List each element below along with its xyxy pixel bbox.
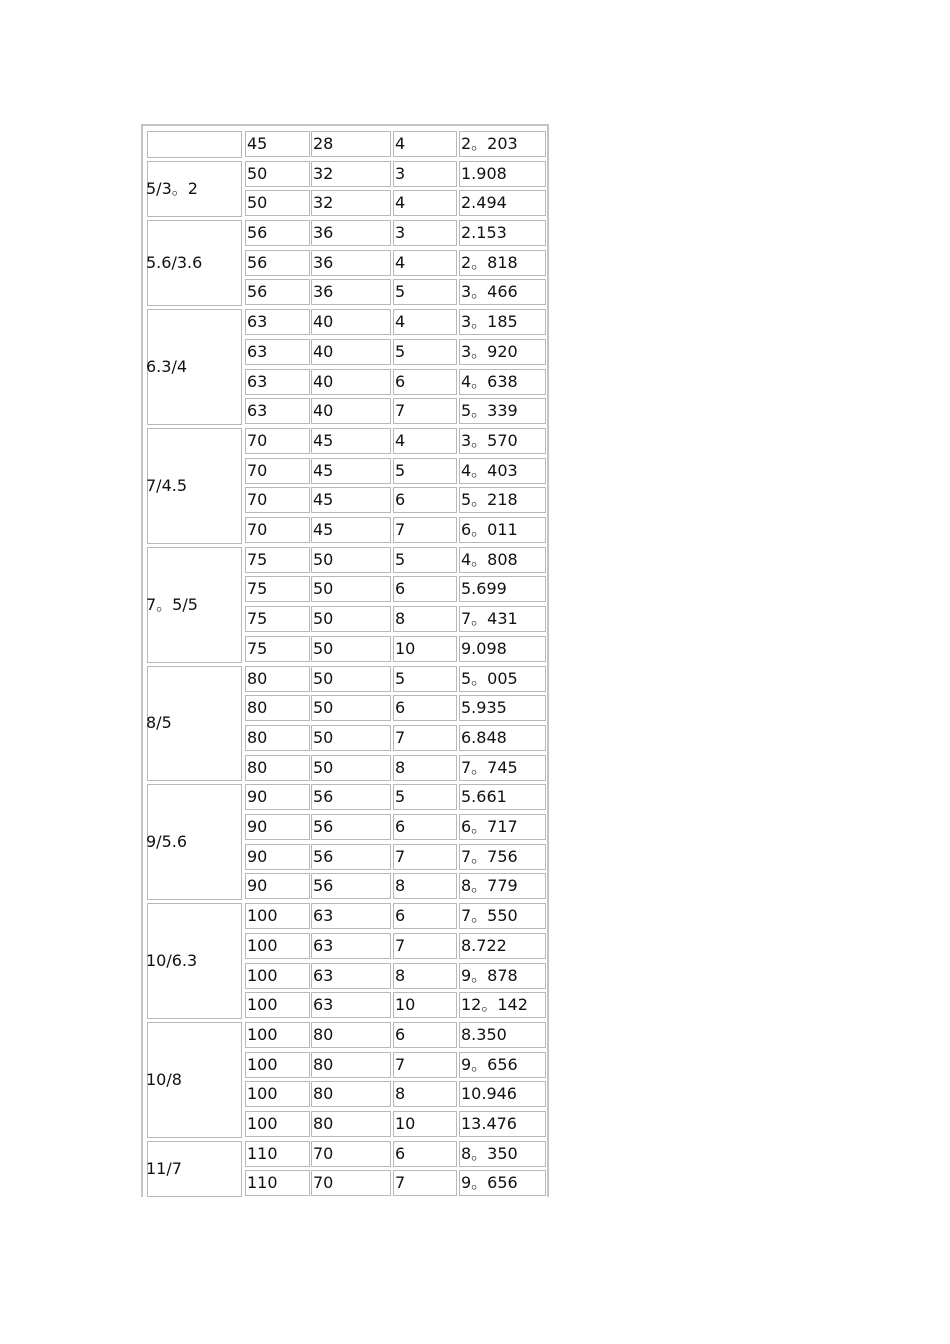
table-cell: 3。185: [459, 309, 546, 335]
table-cell: 8: [393, 963, 457, 989]
table-cell: 50: [311, 636, 391, 662]
table-cell: 70: [311, 1141, 391, 1167]
table-cell: 50: [311, 695, 391, 721]
row-group: [143, 782, 547, 901]
table-row: [245, 426, 547, 456]
table-cell: 4: [393, 131, 457, 157]
table-cell: 12。142: [459, 992, 546, 1018]
table-cell: 4: [393, 428, 457, 454]
table-cell: 100: [245, 1111, 310, 1137]
table-row: [245, 1109, 547, 1139]
table-row: [245, 129, 547, 159]
table-cell: 9。878: [459, 963, 546, 989]
row-group: [143, 129, 547, 159]
group-label: 10/6.3: [146, 951, 198, 971]
table-cell: 8.350: [459, 1022, 546, 1048]
table-cell: 63: [245, 339, 310, 365]
row-group: [143, 545, 547, 664]
table-row: [245, 456, 547, 486]
table-cell: 7: [393, 725, 457, 751]
table-row: [245, 159, 547, 189]
table-cell: 7: [393, 933, 457, 959]
table-row: [245, 337, 547, 367]
group-label-cell: [147, 903, 242, 1019]
table-cell: 100: [245, 933, 310, 959]
group-label-cell: [147, 547, 242, 663]
table-cell: 6: [393, 814, 457, 840]
table-cell: 56: [245, 220, 310, 246]
group-label-cell: [147, 428, 242, 544]
table-cell: 75: [245, 576, 310, 602]
table-cell: 8: [393, 873, 457, 899]
table-cell: 7: [393, 844, 457, 870]
table-cell: 56: [245, 250, 310, 276]
group-label: 5.6/3.6: [146, 253, 203, 273]
table-cell: 28: [311, 131, 391, 157]
table-cell: 6: [393, 369, 457, 395]
table-cell: 45: [311, 487, 391, 513]
table-row: [245, 367, 547, 397]
table-cell: 4: [393, 250, 457, 276]
group-label: 10/8: [146, 1069, 182, 1089]
table-row: [245, 990, 547, 1020]
table-cell: 70: [245, 458, 310, 484]
table-cell: 5。005: [459, 666, 546, 692]
group-label: 7。5/5: [146, 594, 198, 614]
table-cell: 2。203: [459, 131, 546, 157]
table-row: [245, 693, 547, 723]
table-cell: 7: [393, 398, 457, 424]
table-cell: 40: [311, 309, 391, 335]
table-cell: 50: [245, 190, 310, 216]
table-cell: 6: [393, 903, 457, 929]
table-cell: 7。431: [459, 606, 546, 632]
table-cell: 56: [311, 784, 391, 810]
table-cell: 45: [311, 517, 391, 543]
table-row: [245, 931, 547, 961]
table-row: [245, 664, 547, 694]
table-cell: 50: [311, 725, 391, 751]
table-cell: 5: [393, 339, 457, 365]
table-cell: 9.098: [459, 636, 546, 662]
table-cell: 6: [393, 695, 457, 721]
table-cell: 6。717: [459, 814, 546, 840]
table-cell: 4。808: [459, 547, 546, 573]
table-cell: 5: [393, 279, 457, 305]
group-label-cell: [147, 309, 242, 425]
table-row: [245, 961, 547, 991]
table-cell: 8。779: [459, 873, 546, 899]
table-cell: 6。011: [459, 517, 546, 543]
table-cell: 3: [393, 161, 457, 187]
group-label: 5/3。2: [146, 178, 198, 198]
table-row: [245, 1079, 547, 1109]
row-group: [143, 1139, 547, 1198]
table-row: [245, 1050, 547, 1080]
table-cell: 80: [311, 1081, 391, 1107]
group-label-cell: [147, 1141, 242, 1197]
table-cell: 40: [311, 398, 391, 424]
table-row: [245, 753, 547, 783]
table-cell: 3: [393, 220, 457, 246]
table-cell: 3。920: [459, 339, 546, 365]
table-cell: 90: [245, 873, 310, 899]
table-cell: 2。818: [459, 250, 546, 276]
table-cell: 8。350: [459, 1141, 546, 1167]
table-cell: 5。339: [459, 398, 546, 424]
table-cell: 63: [245, 369, 310, 395]
table-cell: 90: [245, 844, 310, 870]
table-cell: 40: [311, 369, 391, 395]
table-row: [245, 396, 547, 426]
table-cell: 75: [245, 636, 310, 662]
row-group: [143, 307, 547, 426]
table-cell: 6.848: [459, 725, 546, 751]
table-cell: 56: [311, 873, 391, 899]
table-cell: 80: [245, 666, 310, 692]
table-cell: 63: [311, 992, 391, 1018]
table-cell: 32: [311, 190, 391, 216]
table-cell: 50: [311, 755, 391, 781]
table-row: [245, 574, 547, 604]
table-row: [245, 277, 547, 307]
table-cell: 10: [393, 1111, 457, 1137]
row-group: [143, 426, 547, 545]
table-cell: 80: [245, 695, 310, 721]
table-cell: 6: [393, 1141, 457, 1167]
table-cell: 56: [311, 814, 391, 840]
table-cell: 63: [311, 903, 391, 929]
table-cell: 50: [311, 576, 391, 602]
row-group: [143, 664, 547, 783]
table-cell: 5: [393, 784, 457, 810]
table-cell: 1.908: [459, 161, 546, 187]
table-cell: 10: [393, 992, 457, 1018]
table-cell: 32: [311, 161, 391, 187]
table-row: [245, 604, 547, 634]
table-cell: 80: [245, 725, 310, 751]
table-cell: 4。638: [459, 369, 546, 395]
table-cell: 7。756: [459, 844, 546, 870]
group-label-cell: [147, 666, 242, 782]
table-cell: 3。570: [459, 428, 546, 454]
table-cell: 4。403: [459, 458, 546, 484]
table-row: [245, 307, 547, 337]
table-cell: 70: [245, 487, 310, 513]
table-row: [245, 1020, 547, 1050]
table-cell: 45: [245, 131, 310, 157]
table-cell: 4: [393, 190, 457, 216]
table-row: [245, 218, 547, 248]
table-cell: 100: [245, 963, 310, 989]
table-cell: 70: [245, 517, 310, 543]
table-cell: 80: [311, 1052, 391, 1078]
group-label-cell: [147, 161, 242, 217]
table-cell: 70: [245, 428, 310, 454]
table-cell: 5: [393, 666, 457, 692]
table-cell: 75: [245, 606, 310, 632]
table-cell: 13.476: [459, 1111, 546, 1137]
group-label: 6.3/4: [146, 357, 188, 377]
table-cell: 10.946: [459, 1081, 546, 1107]
table-cell: 4: [393, 309, 457, 335]
table-row: [245, 1168, 547, 1198]
table-cell: 45: [311, 428, 391, 454]
table-cell: 100: [245, 1052, 310, 1078]
table-cell: 100: [245, 903, 310, 929]
table-cell: 9。656: [459, 1052, 546, 1078]
table-cell: 100: [245, 1081, 310, 1107]
row-group: [143, 159, 547, 218]
group-label-cell: [147, 220, 242, 306]
table-cell: 50: [311, 666, 391, 692]
table-cell: 7: [393, 1052, 457, 1078]
table-cell: 56: [311, 844, 391, 870]
table-cell: 100: [245, 992, 310, 1018]
group-label-cell: [147, 131, 242, 158]
table-cell: 63: [245, 398, 310, 424]
table-cell: 6: [393, 487, 457, 513]
table-cell: 5.661: [459, 784, 546, 810]
table-cell: 7: [393, 517, 457, 543]
table-cell: 80: [245, 755, 310, 781]
table-cell: 63: [311, 933, 391, 959]
table-cell: 8.722: [459, 933, 546, 959]
table-cell: 90: [245, 784, 310, 810]
table-cell: 40: [311, 339, 391, 365]
table-cell: 110: [245, 1141, 310, 1167]
table-cell: 36: [311, 250, 391, 276]
table-row: [245, 634, 547, 664]
table-cell: 3。466: [459, 279, 546, 305]
table-row: [245, 782, 547, 812]
group-label: 9/5.6: [146, 832, 188, 852]
row-group: [143, 218, 547, 307]
group-label: 8/5: [146, 713, 172, 733]
table-row: [245, 723, 547, 753]
table-row: [245, 842, 547, 872]
group-label-cell: [147, 1022, 242, 1138]
table-cell: 63: [245, 309, 310, 335]
table-cell: 80: [311, 1111, 391, 1137]
table-cell: 75: [245, 547, 310, 573]
table-cell: 7。550: [459, 903, 546, 929]
table-cell: 5: [393, 547, 457, 573]
table-row: [245, 901, 547, 931]
table-cell: 8: [393, 606, 457, 632]
table-cell: 7: [393, 1170, 457, 1196]
angle-steel-table: [141, 124, 549, 1197]
table-cell: 5.935: [459, 695, 546, 721]
table-row: [245, 188, 547, 218]
table-cell: 2.494: [459, 190, 546, 216]
table-cell: 5.699: [459, 576, 546, 602]
table-cell: 5: [393, 458, 457, 484]
table-cell: 56: [245, 279, 310, 305]
table-cell: 70: [311, 1170, 391, 1196]
table-row: [245, 248, 547, 278]
row-group: [143, 901, 547, 1020]
group-label: 7/4.5: [146, 475, 188, 495]
table-cell: 8: [393, 755, 457, 781]
table-row: [245, 871, 547, 901]
table-cell: 36: [311, 279, 391, 305]
table-cell: 50: [311, 547, 391, 573]
table-cell: 9。656: [459, 1170, 546, 1196]
table-cell: 110: [245, 1170, 310, 1196]
table-cell: 90: [245, 814, 310, 840]
table-cell: 8: [393, 1081, 457, 1107]
table-cell: 6: [393, 1022, 457, 1048]
table-cell: 63: [311, 963, 391, 989]
table-cell: 5。218: [459, 487, 546, 513]
table-row: [245, 545, 547, 575]
table-cell: 2.153: [459, 220, 546, 246]
table-row: [245, 1139, 547, 1169]
table-cell: 7。745: [459, 755, 546, 781]
table-cell: 50: [245, 161, 310, 187]
row-group: [143, 1020, 547, 1139]
group-label: 11/7: [146, 1158, 182, 1178]
table-cell: 36: [311, 220, 391, 246]
table-cell: 6: [393, 576, 457, 602]
table-cell: 45: [311, 458, 391, 484]
table-row: [245, 485, 547, 515]
table-cell: 100: [245, 1022, 310, 1048]
group-label-cell: [147, 784, 242, 900]
table-cell: 80: [311, 1022, 391, 1048]
table-cell: 10: [393, 636, 457, 662]
table-row: [245, 812, 547, 842]
table-row: [245, 515, 547, 545]
table-cell: 50: [311, 606, 391, 632]
